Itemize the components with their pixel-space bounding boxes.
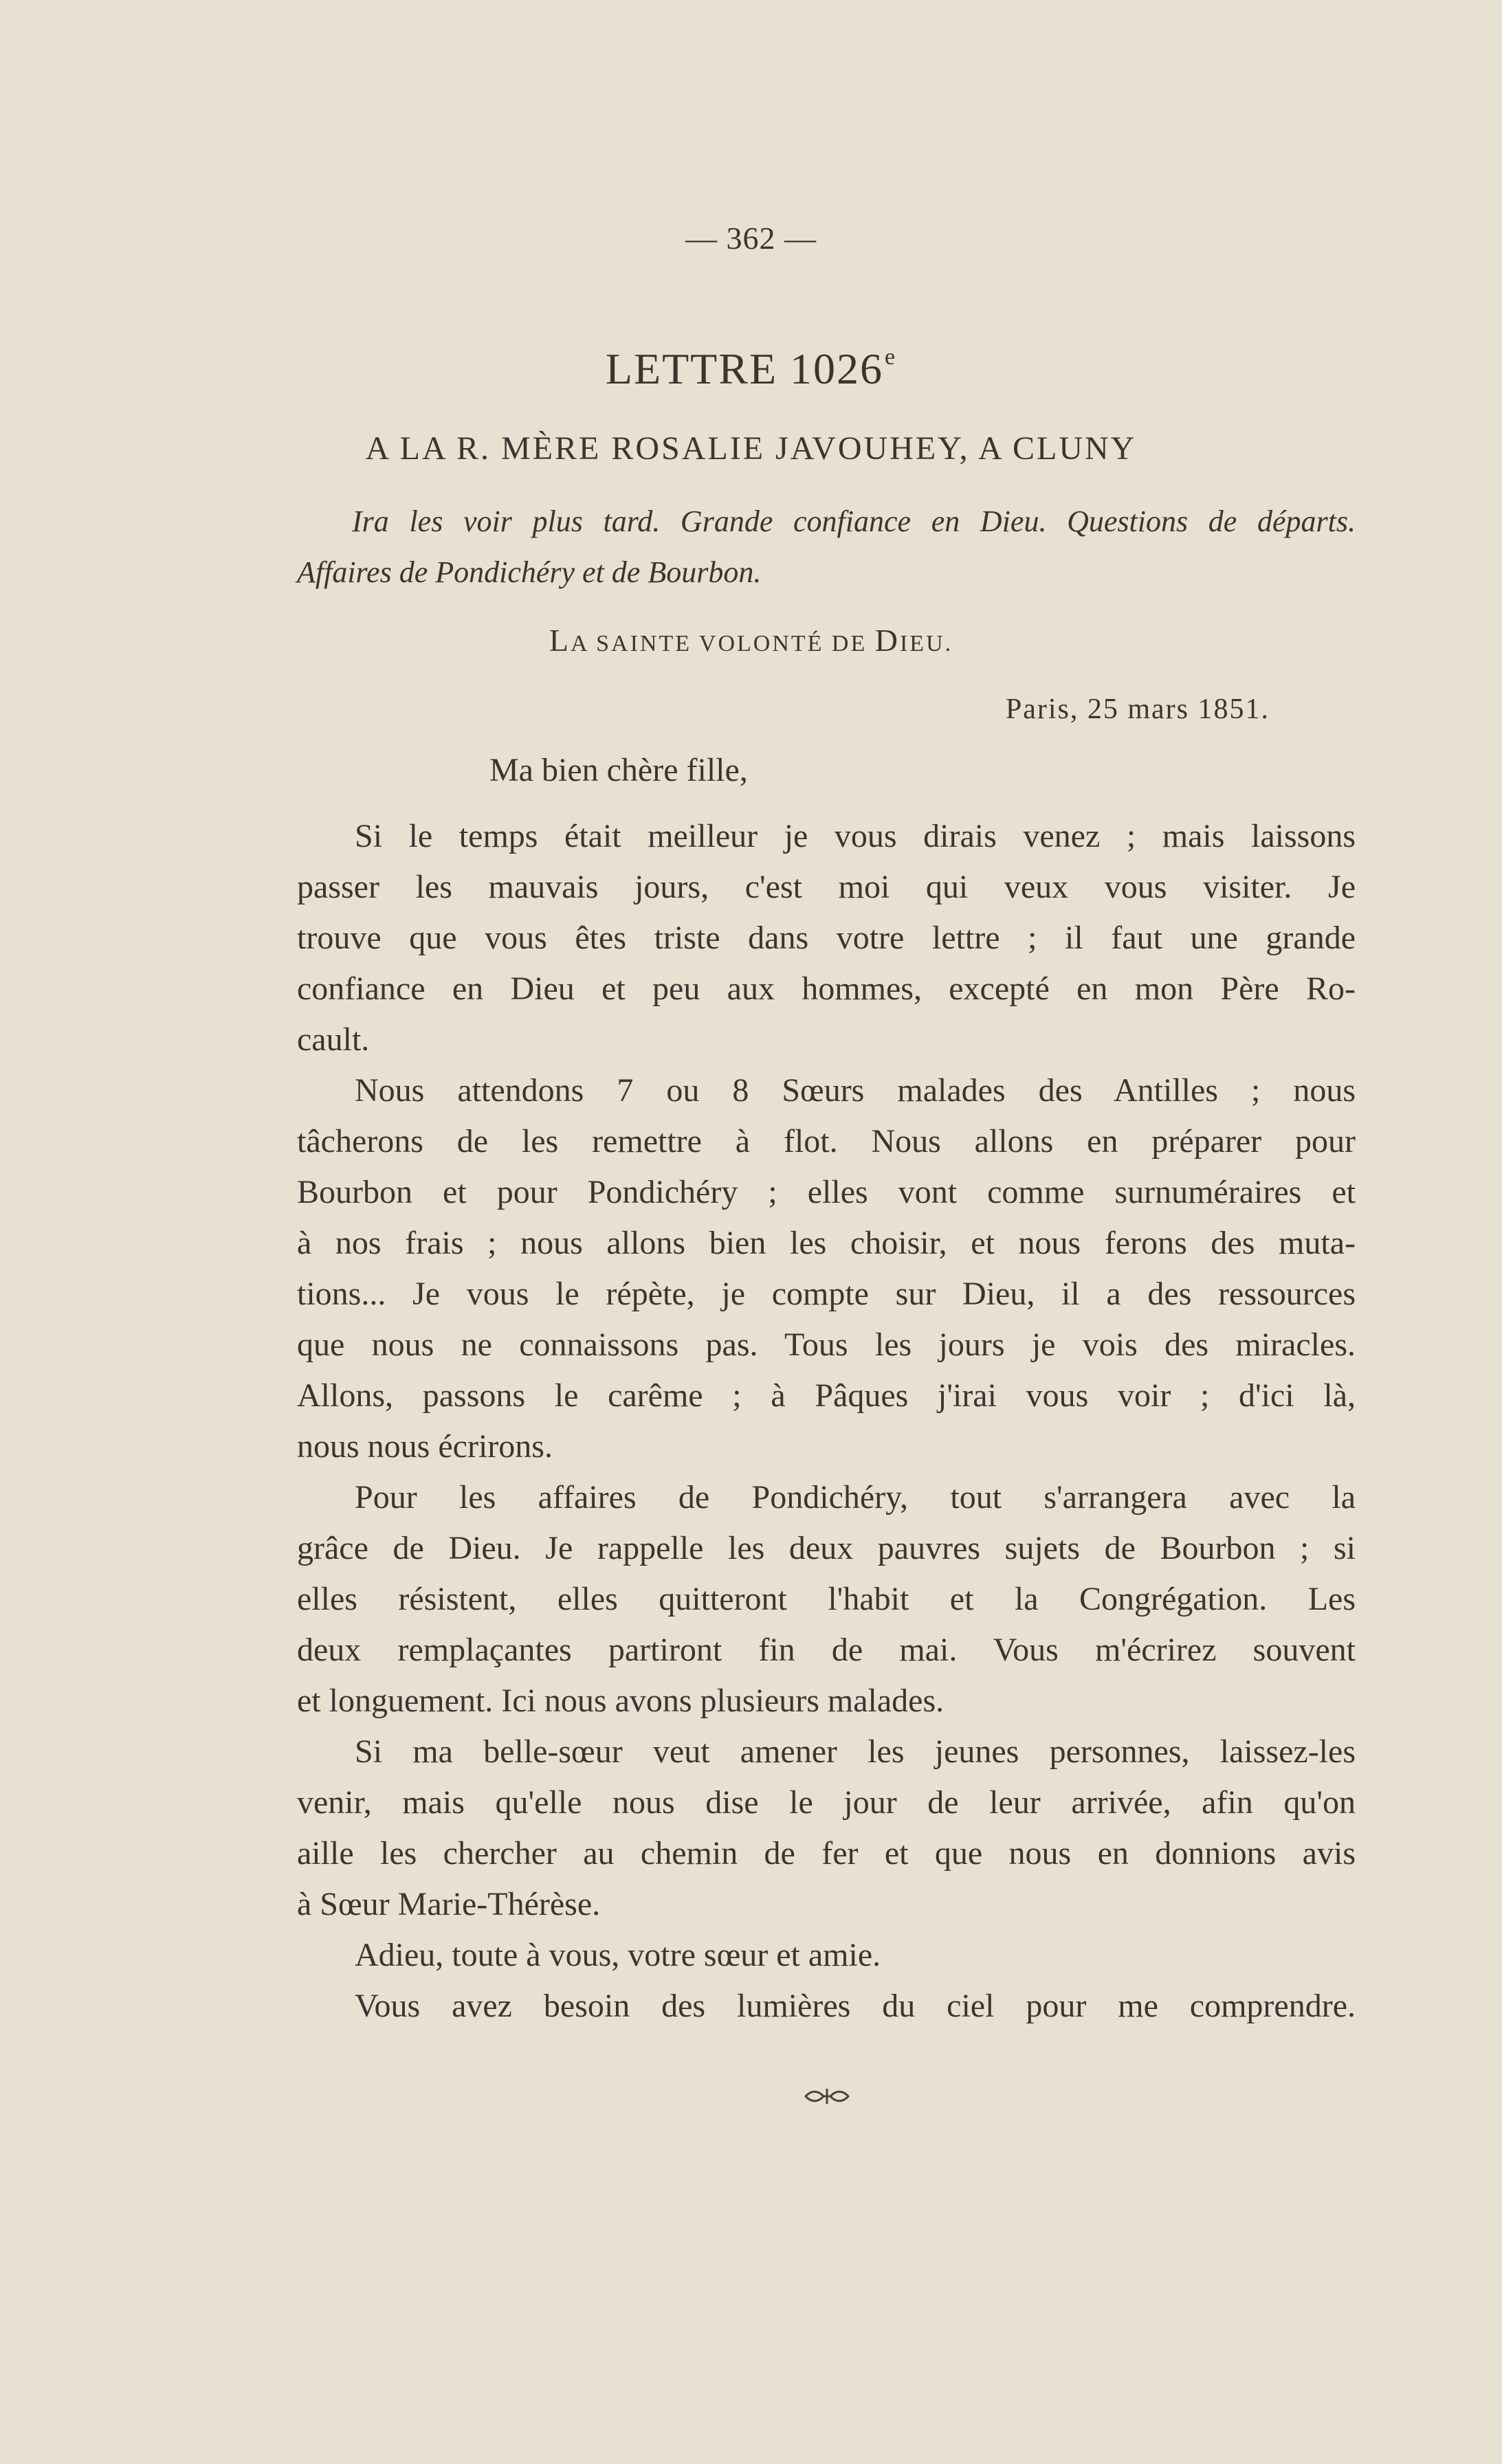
- motto-words: A SAINTE VOLONTÉ DE: [570, 631, 875, 656]
- body-line: confiance en Dieu et peu aux hommes, excepté en mon Père Ro-: [297, 970, 1356, 1007]
- body-line: à Sœur Marie-Thérèse.: [297, 1886, 601, 1922]
- letter-title-text: LETTRE 1026: [605, 344, 884, 393]
- motto-words: IEU.: [899, 631, 953, 656]
- motto-initial: D: [874, 623, 900, 658]
- body-line: Adieu, toute à vous, votre sœur et amie.: [355, 1937, 881, 1973]
- body-line: nous nous écrirons.: [297, 1428, 553, 1465]
- summary-line: Ira les voir plus tard. Grande confiance en Dieu. Questions de départs.: [352, 504, 1356, 538]
- addressee-heading: A LA R. MÈRE ROSALIE JAVOUHEY, A CLUNY: [365, 430, 1137, 467]
- page-number: — 362 —: [685, 221, 817, 256]
- body-line: tâcherons de les remettre à flot. Nous allons en préparer pour: [297, 1123, 1356, 1159]
- body-line: Bourbon et pour Pondichéry ; elles vont comme surnuméraires et: [297, 1174, 1356, 1210]
- body-line: trouve que vous êtes triste dans votre lettre ; il faut une grande: [297, 920, 1356, 956]
- body-line: elles résistent, elles quitteront l'habit et la Congrégation. Les: [297, 1581, 1356, 1617]
- body-line: Pour les affaires de Pondichéry, tout s'arrangera avec la: [355, 1479, 1356, 1516]
- body-line: Si ma belle-sœur veut amener les jeunes personnes, laissez-les: [355, 1733, 1356, 1770]
- motto: [0, 622, 1502, 658]
- summary-line: Affaires de Pondichéry et de Bourbon.: [297, 555, 762, 589]
- body-line: Vous avez besoin des lumières du ciel pour me comprendre.: [355, 1988, 1356, 2024]
- ornament-icon: [803, 2086, 851, 2107]
- body-line: Si le temps était meilleur je vous dirais venez ; mais laissons: [355, 818, 1356, 854]
- body-line: et longuement. Ici nous avons plusieurs malades.: [297, 1683, 945, 1719]
- body-line: grâce de Dieu. Je rappelle les deux pauvres sujets de Bourbon ; si: [297, 1530, 1356, 1566]
- motto-initial: L: [549, 623, 571, 658]
- body-line: venir, mais qu'elle nous dise le jour de leur arrivée, afin qu'on: [297, 1784, 1356, 1821]
- letter-title-suffix: e: [885, 344, 897, 370]
- salutation: Ma bien chère fille,: [489, 752, 748, 788]
- body-line: aille les chercher au chemin de fer et que nous en donnions avis: [297, 1835, 1356, 1872]
- body-line: cault.: [297, 1021, 370, 1058]
- body-line: Nous attendons 7 ou 8 Sœurs malades des Antilles ; nous: [355, 1072, 1356, 1109]
- body-line: deux remplaçantes partiront fin de mai. Vous m'écrirez souvent: [297, 1632, 1356, 1668]
- body-line: tions... Je vous le répète, je compte sur Dieu, il a des ressources: [297, 1276, 1356, 1312]
- body-line: passer les mauvais jours, c'est moi qui veux vous visiter. Je: [297, 869, 1356, 905]
- body-line: que nous ne connaissons pas. Tous les jours je vois des miracles.: [297, 1327, 1356, 1363]
- body-line: Allons, passons le carême ; à Pâques j'irai vous voir ; d'ici là,: [297, 1377, 1356, 1414]
- letter-summary: [297, 496, 1356, 598]
- letter-title: [0, 344, 1502, 395]
- dateline: Paris, 25 mars 1851.: [1005, 693, 1270, 725]
- letter-body: [297, 811, 1356, 2032]
- body-line: à nos frais ; nous allons bien les choisir, et nous ferons des muta-: [297, 1225, 1356, 1261]
